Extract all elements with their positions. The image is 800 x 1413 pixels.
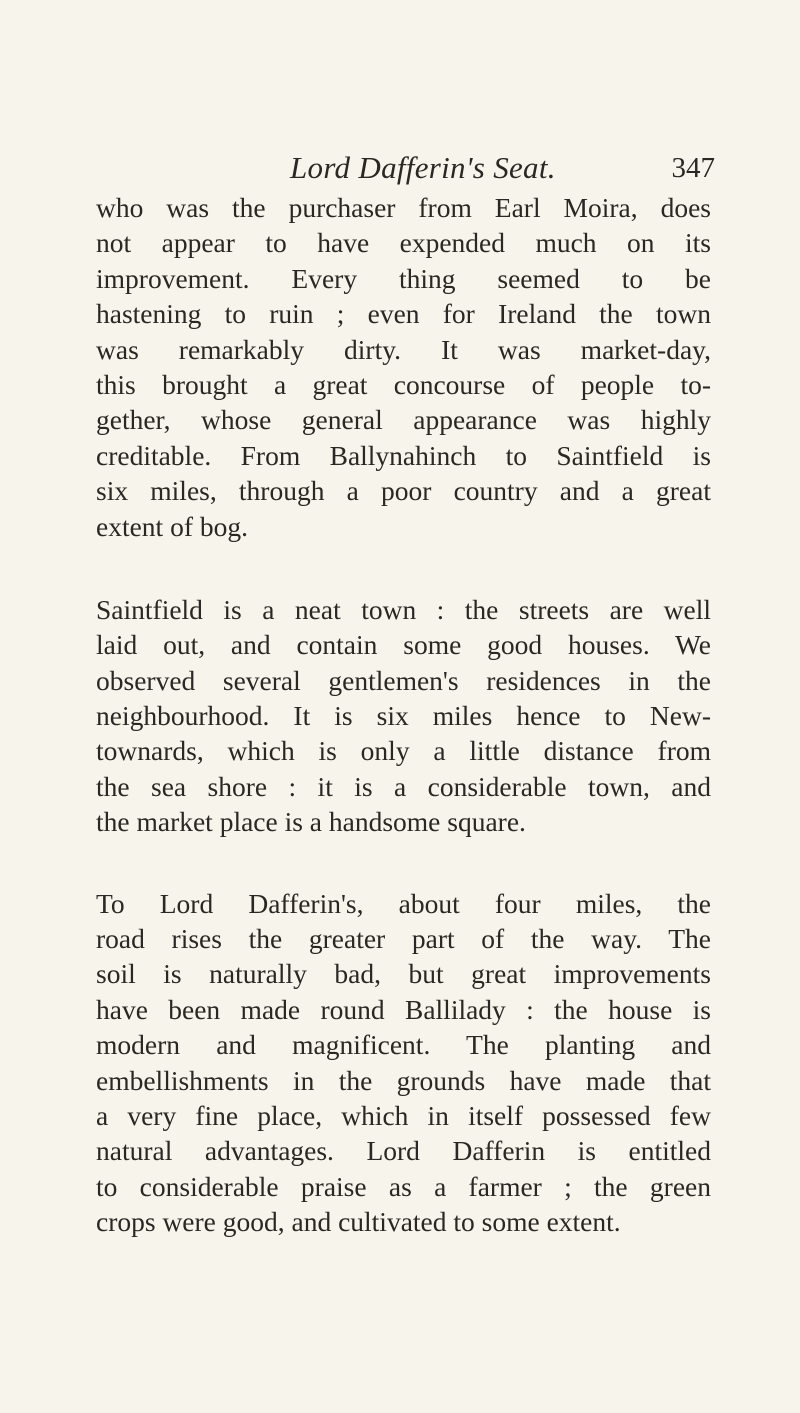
text-line: embellishments in the grounds have made that [96, 1064, 711, 1096]
text-line: have been made round Ballilady : the house is [96, 993, 711, 1025]
text-line: creditable. From Ballynahinch to Saintfield is [96, 439, 711, 471]
running-title: Lord Dafferin's Seat. [290, 150, 556, 185]
text-line: who was the purchaser from Earl Moira, does [96, 192, 711, 223]
text-line: a very fine place, which in itself possessed few [96, 1099, 711, 1131]
body-text [96, 190, 711, 1240]
text-line: crops were good, and cultivated to some extent. [96, 1206, 621, 1238]
text-line: was remarkably dirty. It was market-day, [96, 333, 711, 365]
text-line: observed several gentlemen's residences in the [96, 664, 711, 696]
text-line: this brought a great concourse of people to- [96, 368, 711, 400]
text-line: six miles, through a poor country and a great [96, 475, 711, 507]
text-line: neighbourhood. It is six miles hence to New- [96, 700, 711, 732]
text-line: laid out, and contain some good houses. We [96, 629, 711, 661]
text-line: the market place is a handsome square. [96, 806, 526, 838]
text-line: hastening to ruin ; even for Ireland the town [96, 298, 711, 330]
text-line: soil is naturally bad, but great improvements [96, 958, 711, 990]
text-line: Saintfield is a neat town : the streets are well [96, 593, 711, 625]
running-head [200, 150, 715, 190]
text-line: the sea shore : it is a considerable town, and [96, 770, 711, 802]
text-line: not appear to have expended much on its [96, 227, 711, 259]
text-line: gether, whose general appearance was highly [96, 404, 711, 436]
paragraph-1 [96, 190, 711, 544]
paragraph-3 [96, 886, 711, 1240]
text-line: road rises the greater part of the way. The [96, 923, 711, 955]
text-line: modern and magnificent. The planting and [96, 1029, 711, 1061]
text-line: To Lord Dafferin's, about four miles, the [96, 887, 711, 919]
text-line: to considerable praise as a farmer ; the green [96, 1170, 711, 1202]
text-line: improvement. Every thing seemed to be [96, 262, 711, 294]
text-line: townards, which is only a little distance from [96, 735, 711, 767]
page-number: 347 [671, 152, 715, 184]
text-line: extent of bog. [96, 510, 248, 542]
paragraph-2 [96, 592, 711, 840]
text-line: natural advantages. Lord Dafferin is entitled [96, 1135, 711, 1167]
